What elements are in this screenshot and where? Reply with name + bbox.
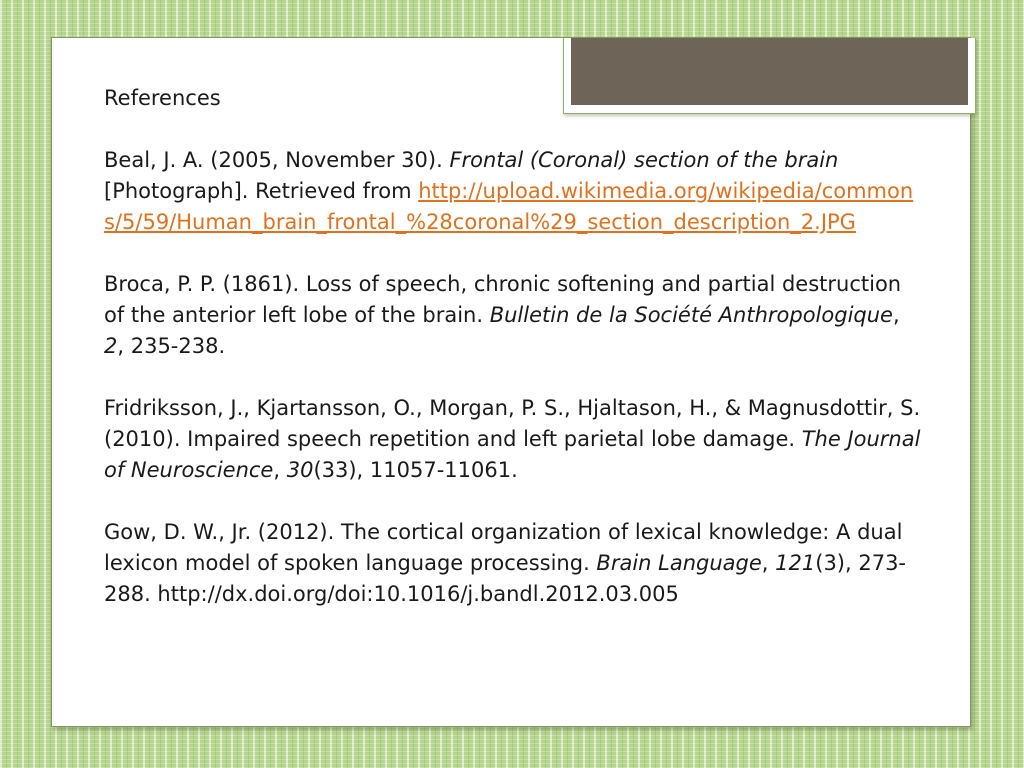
reference-beal-title: Frontal (Coronal) section of the brain: [449, 148, 839, 172]
reference-gow-text: Gow, D. W., Jr. (2012). The cortical organization of lexical knowledge: A dual lexicon model of spoken language processing.: [104, 520, 903, 575]
reference-fridriksson-pages: (33), 11057-11061.: [313, 458, 518, 482]
reference-broca-volume: 2: [104, 334, 118, 358]
reference-fridriksson-volume: 30: [286, 458, 314, 482]
reference-gow-volume: 121: [775, 551, 816, 575]
reference-broca-journal: Bulletin de la Société Anthropologique: [489, 303, 893, 327]
reference-beal-type: [Photograph]. Retrieved from: [104, 179, 419, 203]
reference-broca-pages: , 235-238.: [117, 334, 226, 358]
reference-fridriksson-sep: ,: [273, 458, 287, 482]
reference-fridriksson-journal: The Journal of Neuroscience: [104, 427, 921, 482]
reference-fridriksson: [104, 393, 924, 486]
reference-fridriksson-text: Fridriksson, J., Kjartansson, O., Morgan, P. S., Hjaltason, H., & Magnusdottir, S. (2010). Impaired speech repetition and left parietal lobe damage.: [104, 396, 921, 451]
references-content: [104, 83, 924, 641]
reference-gow: [104, 517, 924, 610]
reference-gow-journal: Brain Language: [596, 551, 762, 575]
references-heading: References: [104, 86, 221, 110]
reference-beal: [104, 145, 924, 238]
reference-gow-pages: (3), 273-288. http://dx.doi.org/doi:10.1016/j.bandl.2012.03.005: [104, 551, 907, 606]
reference-beal-link[interactable]: http://upload.wikimedia.org/wikipedia/commons/5/59/Human_brain_frontal_%28coronal%29_section_description_2.JPG: [104, 179, 914, 234]
reference-beal-text: Beal, J. A. (2005, November 30).: [104, 148, 450, 172]
reference-gow-sep: ,: [761, 551, 776, 575]
reference-broca-sep: ,: [892, 303, 900, 327]
reference-broca-text: Broca, P. P. (1861). Loss of speech, chronic softening and partial destruction of the anterior left lobe of the brain.: [104, 272, 902, 327]
reference-broca: [104, 269, 924, 362]
